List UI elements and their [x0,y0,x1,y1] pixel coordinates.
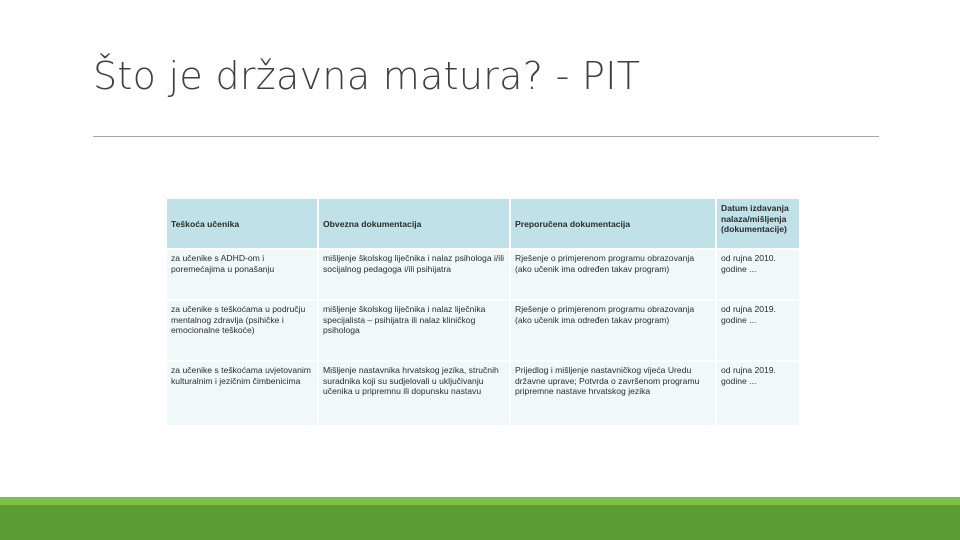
table-cell-recommended-docs: Prijedlog i mišljenje nastavničkog vijeća Uredu državne uprave; Potvrda o završenom programu pripremne nastave hrvatskog jezika [510,361,716,425]
title-divider [93,136,879,137]
table-cell-recommended-docs: Rješenje o primjerenom programu obrazovanja (ako učenik ima određen takav program) [510,249,716,300]
table-cell-issue-date: od rujna 2019. godine ... [716,300,799,361]
table-cell-difficulty: za učenike s teškoćama uvjetovanim kulturalnim i jezičnim čimbenicima [167,361,318,425]
documentation-table-container [167,199,799,425]
table-row [167,361,799,425]
table-header-row [167,199,799,249]
column-header-issue-date: Datum izdavanja nalaza/mišljenja (dokumentacije) [716,199,799,249]
table-cell-recommended-docs: Rješenje o primjerenom programu obrazovanja (ako učenik ima određen takav program) [510,300,716,361]
table-row [167,249,799,300]
table-cell-mandatory-docs: Mišljenje nastavnika hrvatskog jezika, stručnih suradnika koji su sudjelovali u uključivanju učenika u pripremnu ili dopunsku nastavu [318,361,510,425]
table-cell-mandatory-docs: mišljenje školskog liječnika i nalaz liječnika specijalista – psihijatra ili nalaz kliničkog psihologa [318,300,510,361]
table-cell-difficulty: za učenike s ADHD-om i poremećajima u ponašanju [167,249,318,300]
footer-accent-stripe [0,497,960,505]
column-header-recommended-docs: Preporučena dokumentacija [510,199,716,249]
column-header-mandatory-docs: Obvezna dokumentacija [318,199,510,249]
table-cell-mandatory-docs: mišljenje školskog liječnika i nalaz psihologa i/ili socijalnog pedagoga i/ili psihijatra [318,249,510,300]
column-header-difficulty: Teškoća učenika [167,199,318,249]
documentation-table [167,199,799,425]
table-row [167,300,799,361]
table-cell-issue-date: od rujna 2010. godine ... [716,249,799,300]
slide-title: Što je državna matura? - PIT [93,54,641,98]
table-cell-issue-date: od rujna 2019. godine ... [716,361,799,425]
table-cell-difficulty: za učenike s teškoćama u području mentalnog zdravlja (psihičke i emocionalne teškoće) [167,300,318,361]
